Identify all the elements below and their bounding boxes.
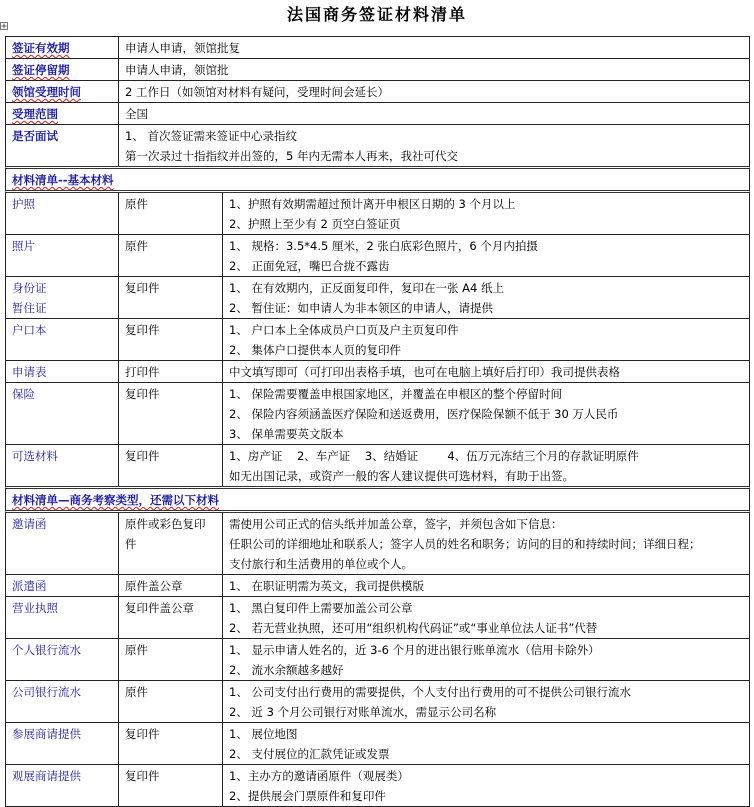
material-name: 照片 — [6, 235, 119, 276]
table-row — [5, 597, 750, 639]
material-name: 邀请函 — [6, 513, 119, 574]
table-row — [5, 639, 750, 681]
material-name: 身份证 暂住证 — [6, 277, 119, 318]
table-row — [5, 235, 750, 277]
table-row — [5, 125, 750, 169]
table-row — [5, 361, 750, 383]
material-type: 复印件 — [119, 383, 223, 444]
row-value: 申请人申请，领馆批复 — [125, 41, 240, 55]
material-name: 营业执照 — [6, 597, 119, 638]
material-name: 观展商请提供 — [6, 765, 119, 806]
row-label: 受理范围 — [6, 103, 119, 124]
table-row — [5, 681, 750, 723]
material-name: 户口本 — [6, 319, 119, 360]
material-type: 原件 — [119, 639, 223, 680]
material-details: 1、 保险需要覆盖申根国家地区，并覆盖在申根区的整个停留时间 2、 保险内容须涵盖医疗保险和送返费用，医疗保险保额不低于 30 万人民币 3、 保单需要英文版本 — [229, 387, 619, 441]
material-name: 派遣函 — [6, 575, 119, 596]
material-name: 申请表 — [6, 361, 119, 382]
material-type: 原件 — [119, 235, 223, 276]
table-row — [5, 765, 750, 807]
material-details: 1、 在职证明需为英文，我司提供模版 — [229, 579, 424, 593]
section-heading-row — [5, 169, 750, 193]
table-row — [5, 277, 750, 319]
table-row — [5, 445, 750, 489]
row-label: 领馆受理时间 — [6, 81, 119, 102]
document-title: 法国商务签证材料清单 — [286, 5, 467, 24]
table-row — [5, 723, 750, 765]
row-label: 签证停留期 — [6, 59, 119, 80]
table-row — [5, 37, 750, 59]
material-name: 保险 — [6, 383, 119, 444]
material-details: 1、 显示申请人姓名的，近 3-6 个月的进出银行账单流水（信用卡除外） 2、 流水余额越多越好 — [229, 643, 600, 677]
row-value: 1、 首次签证需来签证中心录指纹 第一次录过十指指纹并出签的，5 年内无需本人再来，我社可代交 — [125, 129, 458, 163]
material-type: 复印件盖公章 — [119, 597, 223, 638]
row-label: 是否面试 — [6, 125, 119, 166]
material-details: 1、 规格：3.5*4.5 厘米，2 张白底彩色照片，6 个月内拍摄 2、 正面免冠，嘴巴合拢不露齿 — [229, 239, 538, 273]
visa-materials-table — [5, 36, 750, 807]
material-details: 1、 黑白复印件上需要加盖公司公章 2、 若无营业执照，还可用“组织机构代码证”或“事业单位法人证书”代替 — [229, 601, 598, 635]
material-type: 复印件 — [119, 319, 223, 360]
table-row — [5, 383, 750, 445]
row-value: 2 工作日（如领馆对材料有疑问，受理时间会延长） — [125, 85, 389, 99]
material-details: 1、 在有效期内，正反面复印件，复印在一张 A4 纸上 2、 暂住证：如申请人为非本领区的申请人，请提供 — [229, 281, 504, 315]
material-name: 可选材料 — [6, 445, 119, 486]
material-name: 护照 — [6, 193, 119, 234]
material-type: 复印件 — [119, 277, 223, 318]
material-name: 个人银行流水 — [6, 639, 119, 680]
material-name: 公司银行流水 — [6, 681, 119, 722]
table-row — [5, 59, 750, 81]
row-value: 申请人申请，领馆批 — [125, 63, 229, 77]
table-row — [5, 193, 750, 235]
material-type: 原件 — [119, 681, 223, 722]
material-type: 打印件 — [119, 361, 223, 382]
table-row — [5, 319, 750, 361]
material-type: 复印件 — [119, 765, 223, 806]
material-details: 1、 公司支付出行费用的需要提供，个人支付出行费用的可不提供公司银行流水 2、 近 3 个月公司银行对账单流水，需显示公司名称 — [229, 685, 631, 719]
material-details: 1、护照有效期需超过预计离开申根区日期的 3 个月以上 2、护照上至少有 2 页空白签证页 — [229, 197, 516, 231]
material-type: 原件 — [119, 193, 223, 234]
material-name: 参展商请提供 — [6, 723, 119, 764]
material-details: 1、 展位地图 2、 支付展位的汇款凭证或发票 — [229, 727, 390, 761]
table-move-handle-icon — [0, 22, 8, 30]
material-type: 原件盖公章 — [119, 575, 223, 596]
material-details: 1、 户口本上全体成员户口页及户主页复印件 2、 集体户口提供本人页的复印件 — [229, 323, 459, 357]
table-row — [5, 575, 750, 597]
material-details: 1、主办方的邀请函原件（观展类） 2、提供展会门票原件和复印件 — [229, 769, 409, 803]
material-details: 中文填写即可（可打印出表格手填，也可在电脑上填好后打印）我司提供表格 — [229, 365, 620, 379]
material-type: 复印件 — [119, 723, 223, 764]
table-row — [5, 513, 750, 575]
row-label: 签证有效期 — [6, 37, 119, 58]
material-type: 原件或彩色复印 件 — [119, 513, 223, 574]
material-type: 复印件 — [119, 445, 223, 486]
table-row — [5, 103, 750, 125]
section-heading: 材料清单—商务考察类型，还需以下材料 — [12, 493, 219, 507]
material-details: 需使用公司正式的信头纸并加盖公章，签字，并须包含如下信息： 任职公司的详细地址和联系人；签字人员的姓名和职务；访问的目的和持续时间；详细日程； 支付旅行和生活费用的单位或个人。 — [229, 517, 701, 571]
section-heading-row — [5, 489, 750, 513]
table-row — [5, 81, 750, 103]
section-heading: 材料清单--基本材料 — [12, 173, 114, 187]
row-value: 全国 — [125, 107, 148, 121]
material-details: 1、房产证 2、车产证 3、结婚证 4、伍万元冻结三个月的存款证明原件 如无出国记录，或资产一般的客人建议提供可选材料，有助于出签。 — [229, 449, 639, 483]
